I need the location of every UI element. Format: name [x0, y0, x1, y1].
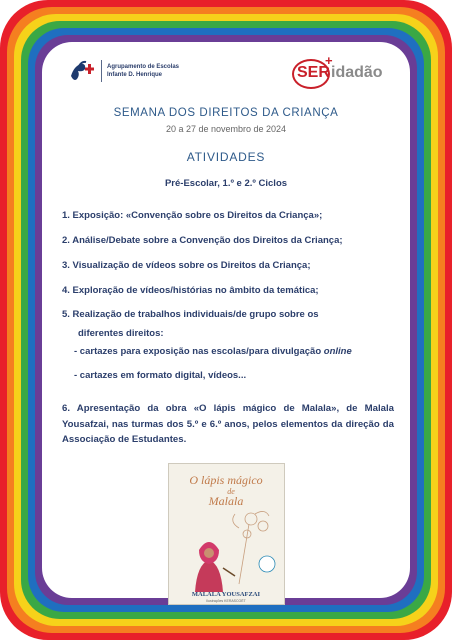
sub-1-online: online [323, 346, 352, 357]
book-sticker-icon [259, 556, 275, 572]
school-emblem-icon [68, 58, 98, 84]
logo-divider [101, 60, 102, 82]
school-name [107, 63, 179, 79]
school-logo [68, 58, 179, 84]
sub-1-text: - cartazes para exposição nas escolas/para divulgação [74, 346, 324, 357]
activity-item-6: 6. Apresentação da obra «O lápis mágico de Malala», de Malala Yousafzai, nas turmas dos 5.º e 6.º anos, pelos elementos da direção da Associação de Estudantes. [62, 403, 394, 445]
activity-item-5: 5. Realização de trabalhos individuais/de grupo sobre os [62, 309, 319, 320]
school-name-line2: Infante D. Henrique [107, 72, 163, 78]
activity-item-3: 3. Visualização de vídeos sobre os Direitos da Criança; [62, 260, 311, 271]
book-illustrator: Ilustrações KERASCOËT [206, 599, 246, 603]
activity-item-5-sub-1 [74, 346, 352, 357]
school-name-line1: Agrupamento de Escolas [107, 64, 180, 70]
book-title-line2: de [227, 487, 235, 496]
seridadao-logo [292, 55, 404, 89]
book-author: MALALA YOUSAFZAI [191, 591, 261, 598]
school-levels: Pré-Escolar, 1.º e 2.º Ciclos [164, 178, 288, 189]
activity-item-5-sub-2: - cartazes em formato digital, vídeos... [74, 370, 247, 381]
logo-idadao-text: idadão [331, 64, 383, 81]
book-title-line3: Malala [208, 494, 244, 508]
activity-item-1: 1. Exposição: «Convenção sobre os Direitos da Criança»; [62, 210, 323, 221]
activity-item-2: 2. Análise/Debate sobre a Convenção dos Direitos da Criança; [62, 235, 343, 246]
logo-ser-text: SER [297, 64, 330, 81]
malala-figure-icon [195, 560, 223, 592]
activity-item-4: 4. Exploração de vídeos/histórias no âmbito da temática; [62, 285, 319, 296]
logo-plus-text: + [325, 53, 333, 68]
book-title-line1: O lápis mágico [189, 473, 263, 487]
event-dates: 20 a 27 de novembro de 2024 [165, 124, 287, 134]
activity-item-5-continued: diferentes direitos: [78, 328, 164, 339]
section-heading: ATIVIDADES [186, 150, 266, 164]
page-title: SEMANA DOS DIREITOS DA CRIANÇA [113, 107, 339, 119]
book-cover [168, 463, 285, 605]
